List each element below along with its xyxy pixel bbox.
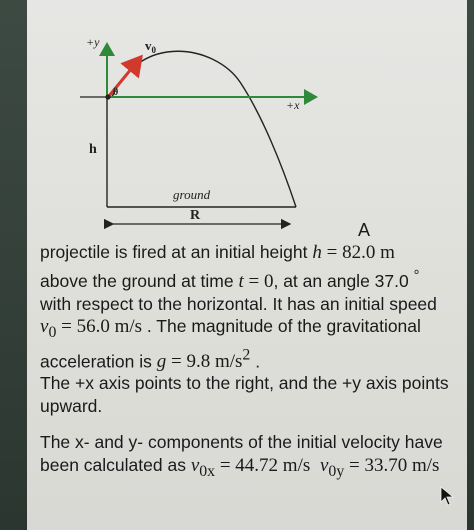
angle-label: θ — [113, 87, 119, 98]
velocity-label: $v_0$ — [145, 38, 156, 55]
origin-dot — [105, 94, 110, 99]
mouse-pointer-icon — [440, 486, 456, 506]
y-axis-label: +y — [86, 35, 100, 49]
x-axis-label: +x — [286, 98, 300, 112]
problem-statement: projectile is fired at an initial height h = 82.0 m above the ground at time t = 0, at an angle 37.0 ° with respect to the horizontal. It has an initial speed $v_0 = 56.0$ m/s . The magnitude of the gravitational acceleration is g = 9.8 $m/s^2$ . — [40, 242, 437, 372]
projectile-diagram — [0, 0, 474, 240]
height-label: h — [89, 142, 97, 157]
velocity-components: The x- and y- components of the initial velocity have been calculated as $v_{0x} = 44.72$ m/s $v_{0y} = 33.70$ m/s — [40, 432, 443, 480]
problem-label: A — [358, 220, 371, 240]
axes-description: The +x axis points to the right, and the +y axis points upward. — [40, 373, 449, 416]
trajectory-curve — [112, 51, 296, 207]
range-label: R — [190, 208, 201, 223]
ground-label: ground — [173, 187, 211, 202]
